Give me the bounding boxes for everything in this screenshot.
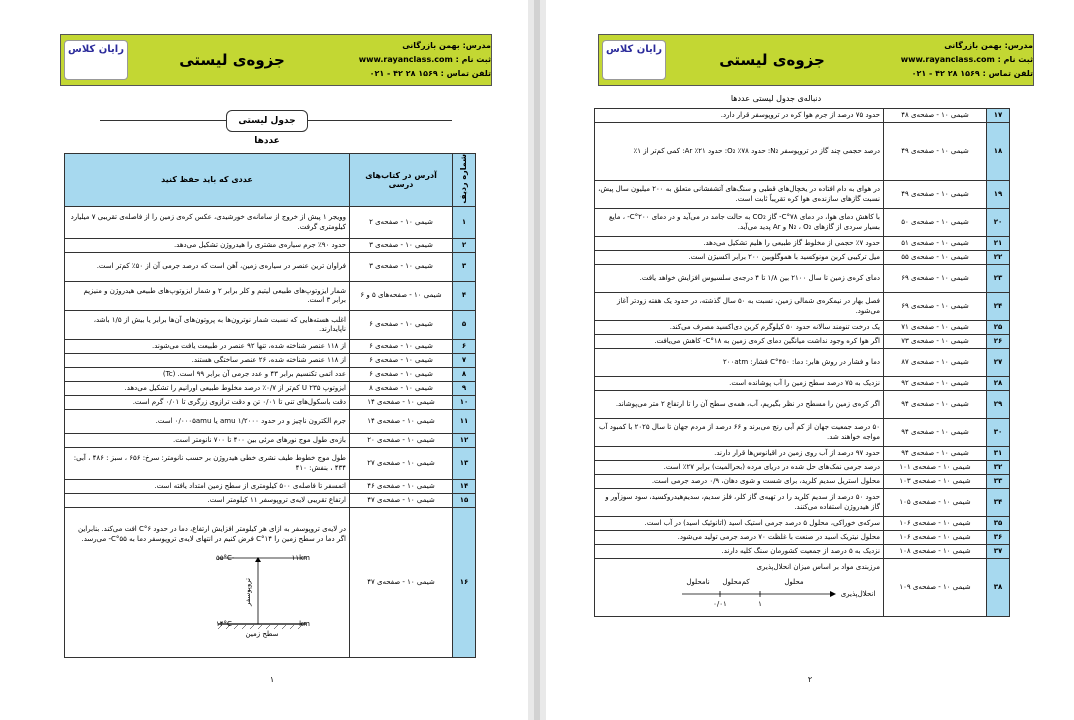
row-source: شیمی ۱۰ - صفحه‌ی ۲۰ xyxy=(350,434,453,448)
row-content xyxy=(595,335,884,349)
tick-label: ۱ xyxy=(758,600,762,609)
row-number: ۲۱ xyxy=(987,237,1010,251)
table-row xyxy=(65,434,476,448)
logo xyxy=(599,38,669,82)
row-content xyxy=(595,123,884,181)
table-row xyxy=(65,354,476,368)
row-content-text: درصد جرمی نمک‌های حل شده در دریای مرده (بحرالمیت) برابر ۲۷٪ است. xyxy=(663,462,880,471)
ground-hatch xyxy=(274,625,278,629)
row-number: ۲۷ xyxy=(987,349,1010,377)
row-number: ۱ xyxy=(453,207,476,239)
table-row xyxy=(65,508,476,658)
row-source: شیمی ۱۰ - صفحه‌ی ۶ xyxy=(350,368,453,382)
row-content xyxy=(595,209,884,237)
row-number: ۱۳ xyxy=(453,448,476,480)
row-content-text: فصل بهار در نیمکره‌ی شمالی زمین، نسبت به ۵۰ سال گذشته، در حدود یک هفته زودتر آغاز می‌شود. xyxy=(617,297,880,315)
row-content xyxy=(595,109,884,123)
row-source: شیمی ۱۰ - صفحه‌ی ۵۱ xyxy=(884,237,987,251)
row-content-text: نزدیک به ۵ درصد از جمعیت کشورمان سنگ کلیه دارند. xyxy=(721,546,880,555)
page-1 xyxy=(0,0,528,720)
row-content xyxy=(595,559,884,617)
row-source: شیمی ۱۰ - صفحه‌ی ۴۸ xyxy=(884,109,987,123)
row-content xyxy=(65,508,350,658)
row-number: ۵ xyxy=(453,311,476,340)
row-content xyxy=(595,531,884,545)
table-row xyxy=(65,368,476,382)
ground-hatch xyxy=(250,625,254,629)
row-content xyxy=(65,311,350,340)
row-number: ۱۶ xyxy=(453,508,476,658)
row-source: شیمی ۱۰ - صفحه‌ی ۹۲ xyxy=(884,377,987,391)
row-content-text: ۵۰ درصد جمعیت جهان از کم آبی رنج می‌برند و ۶۶ درصد از مردم جهان تا سال ۲۰۲۵ با کمبود آب مواجه خواهند شد. xyxy=(599,423,880,441)
table-row xyxy=(65,282,476,311)
row-content xyxy=(595,321,884,335)
row-source: شیمی ۱۰ - صفحه‌ی ۸۷ xyxy=(884,349,987,377)
row-content xyxy=(65,253,350,282)
row-source: شیمی ۱۰ - صفحه‌ی ۱۰۵ xyxy=(884,489,987,517)
logo-icon: رایان کلاس xyxy=(602,40,666,80)
table-row xyxy=(595,321,1010,335)
row-content-text: بازه‌ی طول موج نورهای مرئی بین ۴۰۰ تا ۷۰۰ نانومتر است. xyxy=(173,435,346,444)
row-source: شیمی ۱۰ - صفحه‌ی ۱۴ xyxy=(350,410,453,434)
row-content-text: مرزبندی مواد بر اساس میزان انحلال‌پذیری xyxy=(756,562,880,571)
row-content-text: محلول نیتریک اسید در صنعت با غلظت ۷۰ درصد جرمی تولید می‌شود. xyxy=(677,532,880,541)
row-source: شیمی ۱۰ - صفحه‌ی ۶ xyxy=(350,340,453,354)
row-number: ۹ xyxy=(453,382,476,396)
row-content xyxy=(65,396,350,410)
row-number: ۲۵ xyxy=(987,321,1010,335)
row-content-text: سرکه‌ی خوراکی، محلول ۵ درصد جرمی استیک اسید (اتانوئیک اسید) در آب است. xyxy=(644,518,880,527)
ground-hatch xyxy=(258,625,262,629)
row-content-text: شمار ایزوتوپ‌های طبیعی لیتیم و کلر برابر ۲ و شمار ایزوتوپ‌های طبیعی هیدروژن و منیزیم برابر ۳ است. xyxy=(83,286,346,304)
row-number: ۳۱ xyxy=(987,447,1010,461)
row-content xyxy=(595,391,884,419)
table-row xyxy=(65,410,476,434)
col-num: شماره ردیف xyxy=(453,154,476,207)
header-info xyxy=(333,39,491,81)
row-source: شیمی ۱۰ - صفحه‌ی ۶ xyxy=(350,354,453,368)
row-content xyxy=(65,239,350,253)
row-number: ۳۵ xyxy=(987,517,1010,531)
row-source: شیمی ۱۰ - صفحه‌ی ۱۰۹ xyxy=(884,559,987,617)
axis-arrow-icon xyxy=(830,591,836,597)
row-content xyxy=(595,349,884,377)
site-link[interactable]: www.rayanclass.com xyxy=(358,55,453,64)
row-content xyxy=(65,340,350,354)
row-content xyxy=(595,517,884,531)
ground-hatch xyxy=(282,625,286,629)
row-number: ۳۲ xyxy=(987,461,1010,475)
header-info xyxy=(875,39,1033,81)
row-content-text: حدود ۵۰ درصد از سدیم کلرید را در تهیه‌ی گاز کلر، فلز سدیم، سدیم‌هیدروکسید، سود سوزآور و گاز هیدروژن استفاده می‌کنند. xyxy=(605,493,880,511)
troposphere-diagram xyxy=(186,548,346,640)
row-source: شیمی ۱۰ - صفحه‌ی ۹۴ xyxy=(884,419,987,447)
table-row xyxy=(595,559,1010,617)
row-content-text: در لایه‌ی تروپوسفر به ازای هر کیلومتر افزایش ارتفاع، دما در حدود ۶°C افت می‌کند. بنابراین اگر دما در سطح زمین را ۱۴°C فرض کنیم در انتهای لایه‌ی تروپوسفر دما به ۵۵°C- می‌رسد. xyxy=(77,525,346,543)
table-row xyxy=(595,123,1010,181)
row-content xyxy=(595,377,884,391)
table-row xyxy=(595,391,1010,419)
row-content xyxy=(65,494,350,508)
row-number: ۲۶ xyxy=(987,335,1010,349)
row-source: شیمی ۱۰ - صفحه‌ی ۱۰۶ xyxy=(884,531,987,545)
ground-hatch xyxy=(234,625,238,629)
row-content-text: اگر هوا کره وجود نداشت میانگین دمای کره‌ی زمین به ۱۸°C- کاهش می‌یافت. xyxy=(654,336,880,345)
row-source: شیمی ۱۰ - صفحه‌ی ۶۹ xyxy=(884,293,987,321)
page-header xyxy=(598,34,1034,86)
table-row xyxy=(65,494,476,508)
row-source: شیمی ۱۰ - صفحه‌ی ۹۴ xyxy=(884,391,987,419)
row-number: ۳۸ xyxy=(987,559,1010,617)
row-content xyxy=(65,448,350,480)
row-content xyxy=(65,410,350,434)
row-source: شیمی ۱۰ - صفحه‌ی ۱۰۸ xyxy=(884,545,987,559)
row-number: ۱۵ xyxy=(453,494,476,508)
row-number: ۱۹ xyxy=(987,181,1010,209)
row-content-text: حدود ۷٪ حجمی از مخلوط گاز طبیعی را هلیم تشکیل می‌دهد. xyxy=(703,238,880,247)
ground-hatch xyxy=(290,625,294,629)
row-number: ۱۲ xyxy=(453,434,476,448)
row-source: شیمی ۱۰ - صفحه‌ی ۴۷ xyxy=(350,508,453,658)
row-number: ۲ xyxy=(453,239,476,253)
row-content-text: فراوان ترین عنصر در سیاره‌ی زمین، آهن است که درصد جرمی آن از ۵۰٪ کم‌تر است. xyxy=(96,262,346,271)
row-content-text: اتمسفر تا فاصله‌ی ۵۰۰ کیلومتری از سطح زمین امتداد یافته است. xyxy=(154,481,346,490)
document-title: جزوه‌ی لیستی xyxy=(719,51,825,69)
row-source: شیمی ۱۰ - صفحه‌ی ۲۷ xyxy=(350,448,453,480)
row-content-text: از ۱۱۸ عنصر شناخته شده، ۲۶ عنصر ساختگی هستند. xyxy=(191,355,346,364)
row-number: ۱۱ xyxy=(453,410,476,434)
row-content xyxy=(65,434,350,448)
row-content-text: ایزوتوپ U ۲۳۵ کم‌تر از ۰/۷٪ درصد مخلوط طبیعی اورانیم را تشکیل می‌دهد. xyxy=(124,383,346,392)
table-row xyxy=(65,207,476,239)
row-source: شیمی ۱۰ - صفحه‌ی ۵۵ xyxy=(884,251,987,265)
row-number: ۳۳ xyxy=(987,475,1010,489)
row-number: ۳۷ xyxy=(987,545,1010,559)
numbers-table-continued xyxy=(594,108,1010,617)
row-number: ۷ xyxy=(453,354,476,368)
table-row xyxy=(65,311,476,340)
row-content-text: دقت باسکول‌های تنی تا ۰/۰۱ تن و دقت ترازوی زرگری تا ۰/۰۱ گرم است. xyxy=(132,397,346,406)
row-source: شیمی ۱۰ - صفحه‌ی ۹۴ xyxy=(884,447,987,461)
table-row xyxy=(595,251,1010,265)
row-content xyxy=(595,293,884,321)
table-row xyxy=(595,237,1010,251)
row-number: ۲۸ xyxy=(987,377,1010,391)
logo xyxy=(61,38,131,82)
table-row xyxy=(595,461,1010,475)
row-content-text: عدد اتمی تکنسیم برابر ۴۳ و عدد جرمی آن برابر ۹۹ است. (Tc) xyxy=(162,369,346,378)
row-number: ۲۲ xyxy=(987,251,1010,265)
row-content xyxy=(65,282,350,311)
row-content-text: از ۱۱۸ عنصر شناخته شده، تنها ۹۲ عنصر در طبیعت یافت می‌شوند. xyxy=(151,341,346,350)
row-source: شیمی ۱۰ - صفحه‌ی ۴۹ xyxy=(884,123,987,181)
row-number: ۲۳ xyxy=(987,265,1010,293)
row-content xyxy=(595,251,884,265)
row-source: شیمی ۱۰ - صفحه‌ی ۱۴ xyxy=(350,396,453,410)
phone: تلفن تماس : ۱۵۶۹ ۲۸ ۴۲ - ۰۲۱ xyxy=(911,69,1033,78)
axis-label: انحلال‌پذیری xyxy=(840,590,876,599)
row-source: شیمی ۱۰ - صفحه‌ی ۴۶ xyxy=(350,480,453,494)
logo-icon: رایان کلاس xyxy=(64,40,128,80)
row-source: شیمی ۱۰ - صفحه‌ی ۷۳ xyxy=(884,335,987,349)
teacher-name: مدرس: بهمن بازرگانی xyxy=(402,41,491,50)
teacher-name: مدرس: بهمن بازرگانی xyxy=(944,41,1033,50)
row-source: شیمی ۱۰ - صفحه‌ی ۶۹ xyxy=(884,265,987,293)
row-source: شیمی ۱۰ - صفحه‌ی ۸ xyxy=(350,382,453,396)
row-number: ۴ xyxy=(453,282,476,311)
page-divider xyxy=(534,0,540,720)
row-number: ۸ xyxy=(453,368,476,382)
row-source: شیمی ۱۰ - صفحه‌ی ۶ xyxy=(350,311,453,340)
site-line: ثبت نام : www.rayanclass.com xyxy=(358,55,491,64)
table-row xyxy=(65,480,476,494)
table-row xyxy=(65,253,476,282)
section-title: جدول لیستی عددها xyxy=(226,110,308,132)
row-content xyxy=(595,447,884,461)
row-content-text: حدود ۹۰٪ جرم سیاره‌ی مشتری را هیدروژن تشکیل می‌دهد. xyxy=(173,240,346,249)
row-content-text: اگر کره‌ی زمین را مسطح در نظر بگیریم، آب، همه‌ی سطح آن را تا ارتفاع ۲ متر می‌پوشاند. xyxy=(615,399,880,408)
row-content-text: حدود ۷۵ درصد از جرم هوا کره در تروپوسفر قرار دارد. xyxy=(720,110,880,119)
numbers-table xyxy=(64,153,476,658)
bottom-altitude: ۰km xyxy=(295,619,310,628)
row-number: ۱۴ xyxy=(453,480,476,494)
row-number: ۶ xyxy=(453,340,476,354)
row-content-text: حدود ۹۷ درصد از آب روی زمین در اقیانوس‌ها قرار دارند. xyxy=(714,448,880,457)
row-content-text: طول موج خطوط طیف نشری خطی هیدروژن بر حسب نانومتر: سرخ: ۶۵۶ ، سبز : ۴۸۶ ، آبی: ۴۳۴ ، بنفش: ۴۱۰ xyxy=(73,454,346,472)
row-content-text: با کاهش دمای هوا، در دمای ۷۸°C- گاز CO₂ به حالت جامد در می‌آید و در دمای ۲۰۰°C- ، مایع بسیار سردی از گازهای N₂ ، O₂ و Ar پدید می‌آید. xyxy=(608,213,880,231)
row-content-text: جرم الکترون ناچیز و در حدود ۱/۲۰۰۰ amu یا ۰/۰۰۰۵amu است. xyxy=(155,416,346,425)
table-row xyxy=(595,489,1010,517)
row-content xyxy=(595,475,884,489)
col-content: عددی که باید حفظ کنید xyxy=(65,154,350,207)
row-content xyxy=(595,237,884,251)
row-source: شیمی ۱۰ - صفحه‌ی ۵۰ xyxy=(884,209,987,237)
table-row xyxy=(65,239,476,253)
row-source: شیمی ۱۰ - صفحه‌ی ۱۰۶ xyxy=(884,517,987,531)
page-number: ۱ xyxy=(269,675,275,684)
row-content xyxy=(595,419,884,447)
table-row xyxy=(595,181,1010,209)
page-header xyxy=(60,34,492,86)
site-link[interactable]: www.rayanclass.com xyxy=(900,55,995,64)
row-content-text: وویجر ۱ پیش از خروج از سامانه‌ی خورشیدی، عکس کره‌ی زمین را از فاصله‌ی تقریبی ۷ میلیارد کیلومتری گرفت. xyxy=(70,213,346,231)
row-content-text: دمای کره‌ی زمین تا سال ۲۱۰۰ بین ۱/۸ تا ۴ درجه‌ی سلسیوس افزایش خواهد یافت. xyxy=(639,273,880,282)
table-row xyxy=(595,335,1010,349)
row-number: ۱۷ xyxy=(987,109,1010,123)
site-line: ثبت نام : www.rayanclass.com xyxy=(900,55,1033,64)
row-content-text: یک درخت تنومند سالانه حدود ۵۰ کیلوگرم کربن دی‌اکسید مصرف می‌کند. xyxy=(669,322,880,331)
table-row xyxy=(595,475,1010,489)
row-content-text: اغلب هسته‌هایی که نسبت شمار نوترون‌ها به پروتون‌های آن‌ها برابر یا بیش از ۱/۵ باشد، ناپایدارند. xyxy=(93,315,346,333)
row-source: شیمی ۱۰ - صفحه‌ی ۲ xyxy=(350,207,453,239)
layer-label: تروپوسفر xyxy=(244,577,252,606)
region-soluble: محلول xyxy=(784,578,804,587)
table-row xyxy=(595,517,1010,531)
table-row xyxy=(595,419,1010,447)
row-content-text: محلول استریل سدیم کلرید، برای شست و شوی دهان، ۰/۹ درصد جرمی است. xyxy=(651,476,880,485)
row-number: ۲۰ xyxy=(987,209,1010,237)
row-content-text: دما و فشار در روش هابر: دما: ۴۵۰°C فشار: ۲۰۰atm xyxy=(723,357,880,366)
table-row xyxy=(595,293,1010,321)
row-content xyxy=(65,207,350,239)
row-number: ۲۹ xyxy=(987,391,1010,419)
solubility-scale xyxy=(680,572,880,612)
page-2 xyxy=(546,0,1074,720)
phone: تلفن تماس : ۱۵۶۹ ۲۸ ۴۲ - ۰۲۱ xyxy=(369,69,491,78)
bottom-temperature: ۱۴°C xyxy=(216,619,232,628)
row-content xyxy=(595,265,884,293)
row-content-text: نزدیک به ۷۵ درصد سطح زمین را آب پوشانده است. xyxy=(729,378,880,387)
top-altitude: ۱۱km xyxy=(291,553,310,562)
region-insoluble: نامحلول xyxy=(686,578,710,587)
row-source: شیمی ۱۰ - صفحه‌ی ۱۰۱ xyxy=(884,461,987,475)
row-content-text: درصد حجمی چند گاز در تروپوسفر N₂: حدود ۷۸٪ O₂: حدود ۲۱٪ Ar: کمی کم‌تر از ۱٪ xyxy=(633,146,880,155)
table-row xyxy=(595,349,1010,377)
row-number: ۲۴ xyxy=(987,293,1010,321)
table-row xyxy=(595,447,1010,461)
row-content xyxy=(65,382,350,396)
col-source: آدرس در کتاب‌های درسی xyxy=(350,154,453,207)
table-row xyxy=(595,545,1010,559)
row-number: ۱۰ xyxy=(453,396,476,410)
row-number: ۳۶ xyxy=(987,531,1010,545)
row-source: شیمی ۱۰ - صفحه‌ی ۳ xyxy=(350,239,453,253)
row-content xyxy=(595,461,884,475)
table-row xyxy=(65,396,476,410)
top-temperature: -۵۵°C xyxy=(216,553,235,562)
row-content xyxy=(595,489,884,517)
row-source: شیمی ۱۰ - صفحه‌ی ۳ xyxy=(350,253,453,282)
table-row xyxy=(595,109,1010,123)
row-number: ۱۸ xyxy=(987,123,1010,181)
ground-label: سطح زمین xyxy=(245,629,279,638)
row-content-text: میل ترکیبی کربن مونوکسید با هموگلوبین ۲۰۰ برابر اکسیژن است. xyxy=(688,252,880,261)
table-row xyxy=(65,340,476,354)
row-content xyxy=(595,545,884,559)
row-content xyxy=(65,354,350,368)
ground-hatch xyxy=(266,625,270,629)
row-source: شیمی ۱۰ - صفحه‌های ۵ و ۶ xyxy=(350,282,453,311)
region-slightly-soluble: کم‌محلول xyxy=(722,578,750,587)
row-content xyxy=(65,368,350,382)
continuation-title: دنباله‌ی جدول لیستی عددها xyxy=(730,94,822,103)
row-content xyxy=(595,181,884,209)
table-row xyxy=(595,531,1010,545)
row-number: ۳۴ xyxy=(987,489,1010,517)
table-row xyxy=(595,265,1010,293)
row-source: شیمی ۱۰ - صفحه‌ی ۴۷ xyxy=(350,494,453,508)
row-content-text: در هوای به دام افتاده در یخچال‌های قطبی و سنگ‌های آتشفشانی متعلق به ۲۰۰ میلیون سال پیش، نسبت گازهای سازنده‌ی هوا کره تقریباً ثابت است. xyxy=(598,185,880,203)
row-content xyxy=(65,480,350,494)
row-source: شیمی ۱۰ - صفحه‌ی ۱۰۳ xyxy=(884,475,987,489)
ground-hatch xyxy=(242,625,246,629)
table-row xyxy=(65,382,476,396)
page-number: ۲ xyxy=(807,675,813,684)
table-row xyxy=(65,448,476,480)
tick-label: ۰/۰۱ xyxy=(713,600,727,609)
row-number: ۳ xyxy=(453,253,476,282)
row-number: ۳۰ xyxy=(987,419,1010,447)
row-source: شیمی ۱۰ - صفحه‌ی ۷۱ xyxy=(884,321,987,335)
row-content-text: ارتفاع تقریبی لایه‌ی تروپوسفر ۱۱ کیلومتر است. xyxy=(207,495,346,504)
document-title: جزوه‌ی لیستی xyxy=(179,51,285,69)
table-row xyxy=(595,209,1010,237)
row-source: شیمی ۱۰ - صفحه‌ی ۴۹ xyxy=(884,181,987,209)
table-row xyxy=(595,377,1010,391)
